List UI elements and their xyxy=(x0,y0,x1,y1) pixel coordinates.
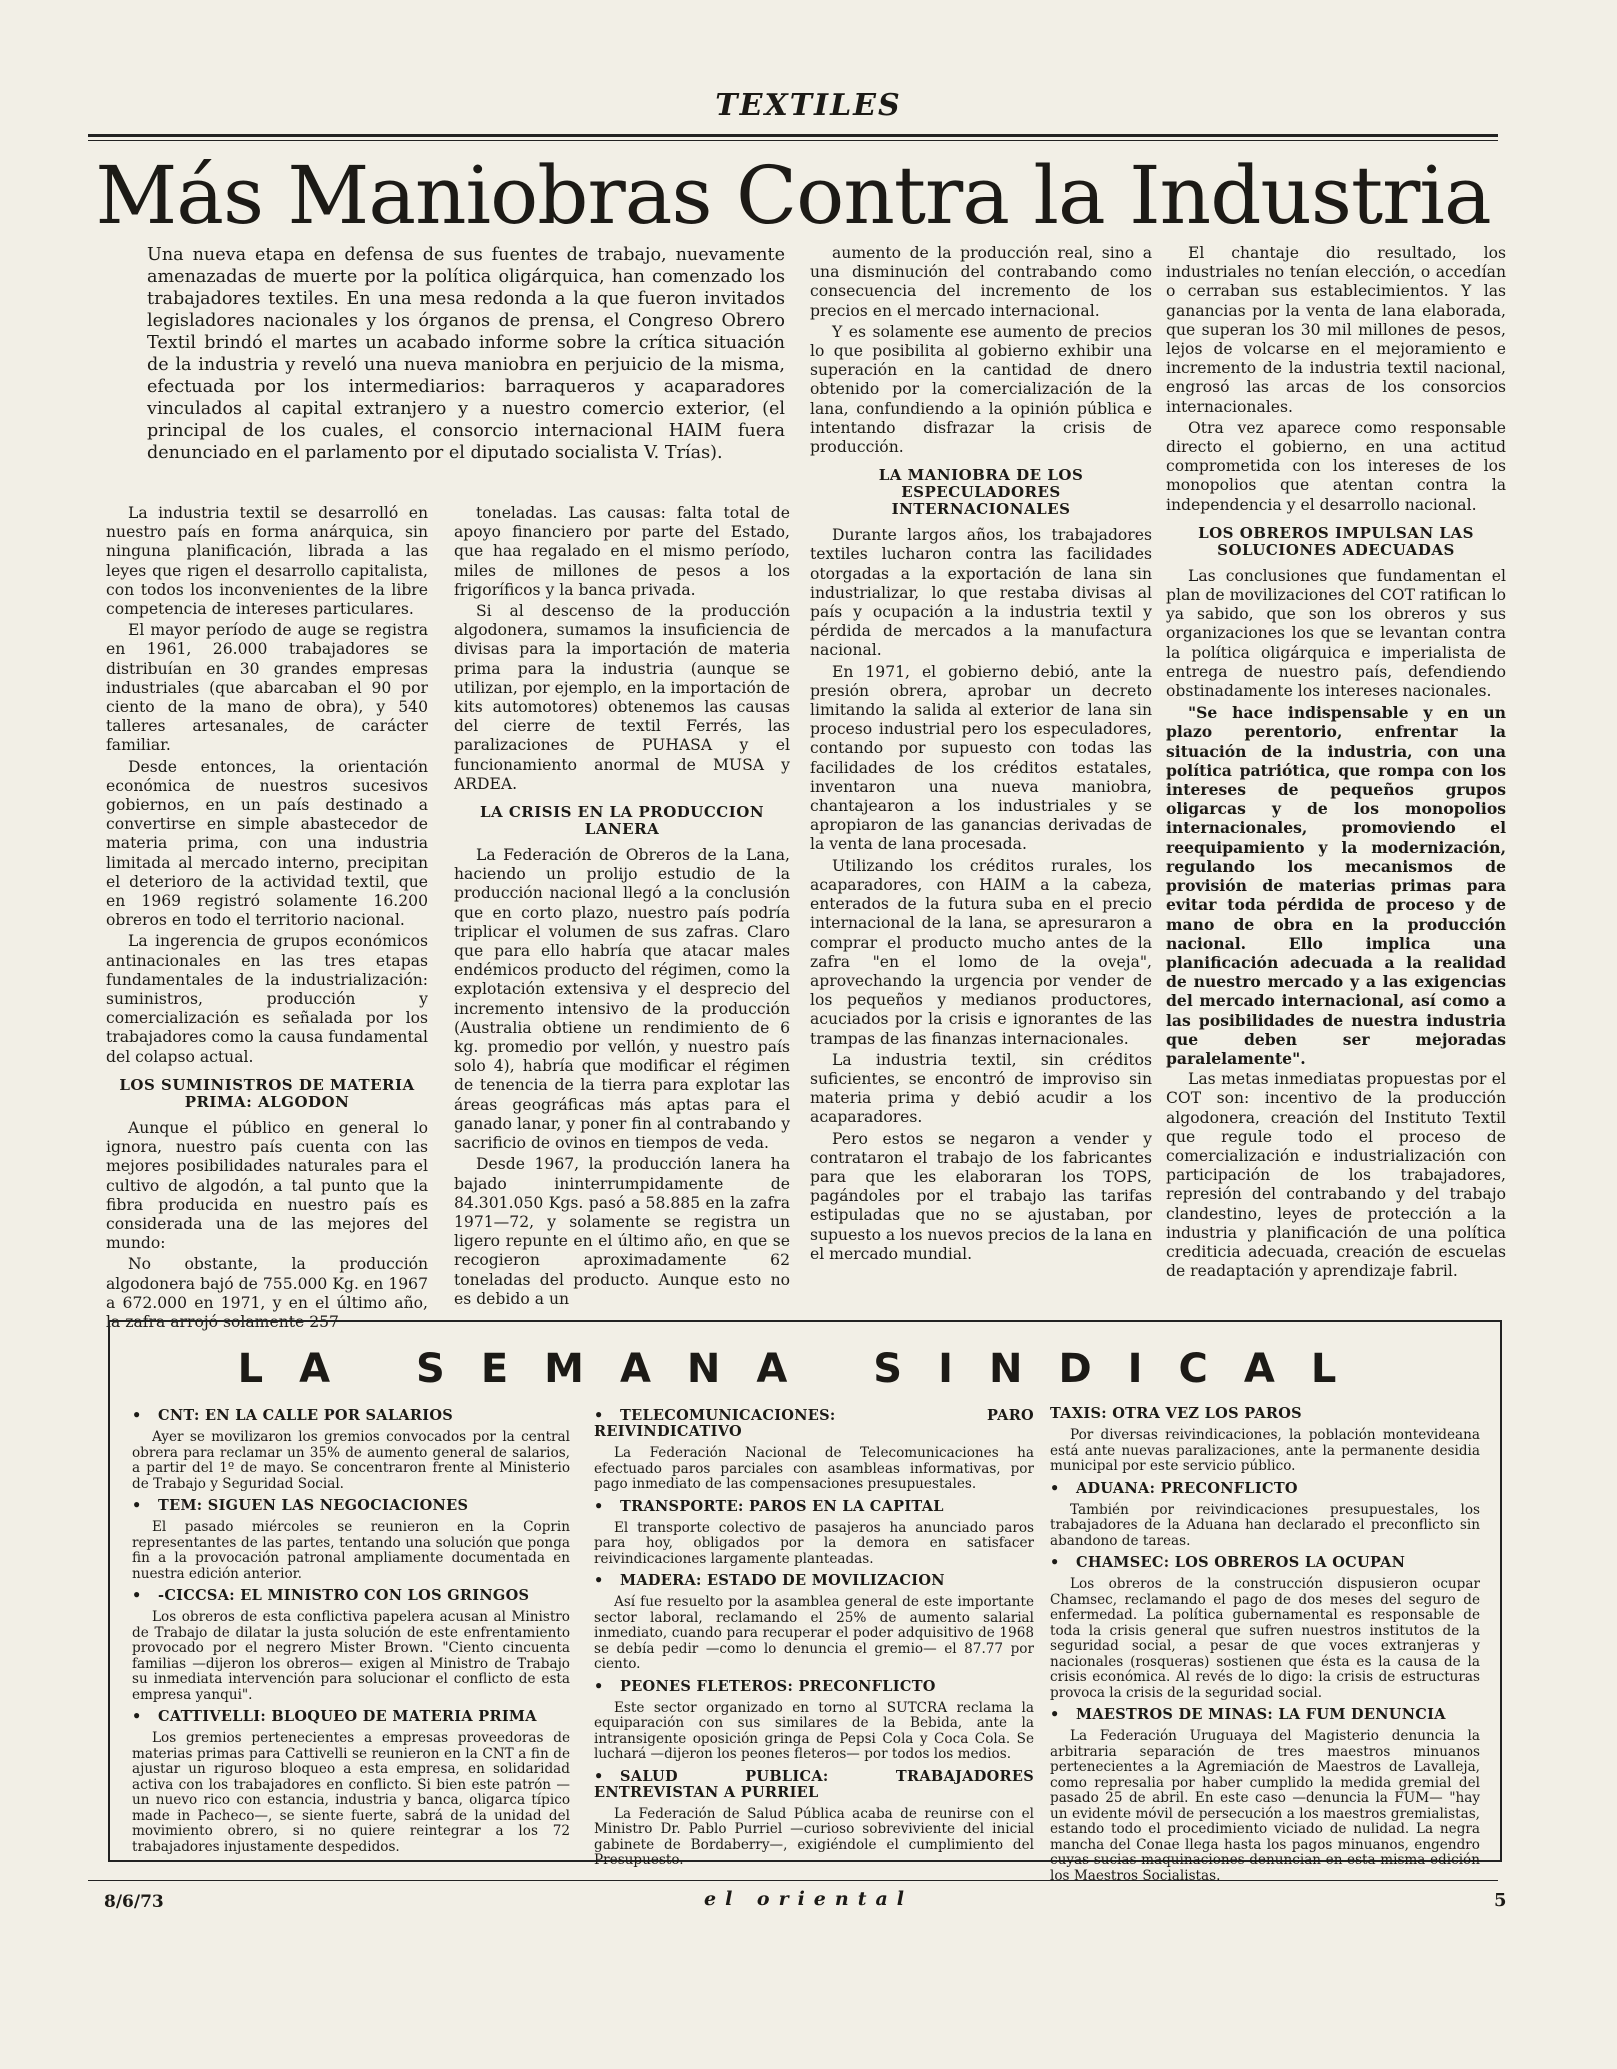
paragraph: Si al descenso de la producción algodonera, sumamos la insuficiencia de divisas para la importación de materia prima para la industria (aunque se utilizan, por ejemplo, en la importación de kits automotores) obtenemos las causas del cierre de textil Ferrés, las paralizaciones de PUHASA y el funcionamiento anormal de MUSA y ARDEA. xyxy=(454,602,790,793)
news-item-heading: • CHAMSEC: LOS OBREROS LA OCUPAN xyxy=(1050,1554,1406,1571)
lead-text: Una nueva etapa en defensa de sus fuentes de trabajo, nuevamente amenazadas de muerte por la política oligárquica, han comenzado los trabajadores textiles. En una mesa redonda a la que fueron invitados legisladores nacionales y los órganos de prensa, el Congreso Obrero Textil brindó el martes un acabado informe sobre la crítica situación de la industria y reveló una nueva maniobra en perjuicio de la misma, efectuada por los intermediarios: barraqueros y acaparadores vinculados al capital extranjero y a nuestro comercio exterior, (el principal de los cuales, el consorcio internacional HAIM fuera denunciado en el parlamento por el diputado socialista V. Trías). xyxy=(147,245,785,463)
paragraph: Aunque el público en general lo ignora, nuestro país cuenta con las mejores posibilidades naturales para el cultivo de algodón, a tal punto que la fibra producida en nuestro país es considerada una de las mejores del mundo: xyxy=(106,1118,428,1253)
bullet-icon: • xyxy=(1050,1479,1060,1497)
paragraph: Desde entonces, la orientación económica de nuestros sucesivos gobiernos, en un país destinado a convertirse en simple abastecedor de materia prima, con una industria limitada al mercado interno, precipitan el deterioro de la actividad textil, que en 1969 registró solamente 16.200 obreros en todo el territorio nacional. xyxy=(106,757,428,930)
news-item-body: Este sector organizado en torno al SUTCRA reclama la equiparación con sus similares de la Bebida, ante la intransigente oposición gringa de Pepsi Cola y Coca Cola. Se luchará —dijeron los peones fleteros— por todos los medios. xyxy=(594,1699,1034,1762)
section-label: TEXTILES xyxy=(715,88,902,123)
semana-sindical-box xyxy=(108,1320,1502,1884)
bullet-icon: • xyxy=(132,1407,142,1424)
semana-column-2 xyxy=(594,1402,1034,1875)
news-item-body: La Federación de Salud Pública acaba de reunirse con el Ministro Dr. Pablo Purriel —curioso sobreviviente del inicial gabinete de Bordaberry—, exigiéndole el cumplimiento del Presupuesto. xyxy=(594,1805,1034,1868)
subheading: LOS SUMINISTROS DE MATERIA PRIMA: ALGODON xyxy=(119,1075,415,1111)
paragraph: La Federación de Obreros de la Lana, haciendo un prolijo estudio de la producción nacional llegó a la conclusión que en corto plazo, nuestro país podría triplicar el volumen de sus zafras. Claro que para ello habría que atacar males endémicos producto del régimen, como la explotación extensiva y el desprecio del incremento intensivo de la producción (Australia obtiene un rendimiento de 6 kg. promedio por vellón, y nuestro país solo 4), habría que modificar el régimen de tenencia de la tierra para explotar las áreas geográficas más aptas para el ganado lanar, y poner fin al contrabando y sacrificio de ovinos en tiempos de veda. xyxy=(454,846,790,1153)
paragraph: La industria textil se desarrolló en nuestro país en forma anárquica, sin ninguna planificación, librada a las leyes que rigen el desarrollo capitalista, con todos los inconvenientes de la libre competencia de intereses particulares. xyxy=(106,504,428,619)
news-item-body: Así fue resuelto por la asamblea general de este importante sector laboral, reclamando el 25% de aumento salarial inmediato, cuando para recuperar el poder adquisitivo de 1968 se debía pedir —como lo denuncia el gremio— el 87.77 por ciento. xyxy=(594,1594,1034,1672)
news-item-body: Los gremios pertenecientes a empresas proveedoras de materias primas para Cattivelli se reunieron en la CNT a fin de ajustar un riguroso bloqueo a esta empresa, en solidaridad activa con los trabajadores en conflicto. Si bien este patrón —un nuevo rico con estancia, industria y banca, oligarca típico made in Pacheco—, se siente fuerte, sabrá de la unidad del movimiento obrero, si no quiere reintegrar a los 72 trabajadores injustamente despedidos. xyxy=(132,1730,570,1855)
headline: Más Maniobras Contra la Industria xyxy=(95,149,1491,242)
semana-column-1 xyxy=(132,1402,570,1861)
paragraph: La industria textil, sin créditos suficientes, se encontró de improviso sin materia prima y debió acudir a los acaparadores. xyxy=(810,1050,1152,1127)
news-item-heading: • MAESTROS DE MINAS: LA FUM DENUNCIA xyxy=(1050,1706,1446,1723)
paragraph: Las conclusiones que fundamentan el plan de movilizaciones del COT ratifican lo ya sabido, que son los obreros y sus organizaciones los que se levantan contra la política oligárquica e imperialista de entrega de nuestro país, defendiendo obstinadamente los intereses nacionales. xyxy=(1166,566,1506,701)
news-item-heading: • SALUD PUBLICA: TRABAJADORES ENTREVISTAN A PURRIEL xyxy=(594,1767,1034,1801)
paragraph: El mayor período de auge se registra en 1961, 26.000 trabajadores se distribuían en 30 grandes empresas industriales (que abarcaban el 90 por ciento de la mano de obra), y 540 talleres artesanales, de carácter familiar. xyxy=(106,621,428,755)
bullet-icon: • xyxy=(1050,1554,1060,1571)
bullet-icon: • xyxy=(594,1407,604,1424)
issue-date: 8/6/73 xyxy=(104,1892,164,1912)
publication-name: el oriental xyxy=(703,1888,914,1910)
header-rule-thin xyxy=(88,140,1498,141)
paragraph: Pero estos se negaron a vender y contrataron el trabajo de los fabricantes para que les elaboraran los TOPS, pagándoles por el trabajo las tarifas estipuladas que no se ajustaban, por supuesto a los nuevos precios de la lana en el mercado mundial. xyxy=(810,1129,1152,1263)
bullet-icon: • xyxy=(1050,1706,1060,1723)
paragraph: Utilizando los créditos rurales, los acaparadores, con HAIM a la cabeza, enterados de la futura suba en el precio internacional de la lana, se apresuraron a comprar el producto mucho antes de la zafra "en el lomo de la oveja", aprovechando la urgencia por vender de los pequeños y medianos productores, acuciados por la crisis e ignorantes de las trampas de las finanzas internacionales. xyxy=(810,856,1152,1048)
article-column-1 xyxy=(106,504,428,1334)
semana-title: LA SEMANA SINDICAL xyxy=(237,1346,1373,1392)
news-item-body: Los obreros de la construcción dispusieron ocupar Chamsec, reclamando el pago de dos meses del seguro de enfermedad. La política gubernamental es responsable de toda la crisis general que sufren nuestros institutos de la seguridad social, a pesar de que voces extranjeras y nacionales (rosqueras) sostienen que ésta es la causa de la crisis económica. Al revés de lo digo: la crisis de estructuras provoca la crisis de la seguridad social. xyxy=(1050,1576,1480,1701)
news-item-body: Los obreros de esta conflictiva papelera acusan al Ministro de Trabajo de dilatar la justa solución de este enfrentamiento provocado por el negrero Mister Brown. "Ciento cincuenta familias —dijeron los obreros— exigen al Ministro de Trabajo su inmediata intervención para solucionar el conflicto de esta empresa yanqui". xyxy=(132,1609,570,1703)
news-item-body: La Federación Uruguaya del Magisterio denuncia la arbitraria separación de tres maestros minuanos pertenecientes a la Agremiación de Maestros de Lavalleja, como represalia por haber cumplido la medida gremial del pasado 25 de abril. En este caso —denuncia la FUM— "hay un evidente móvil de persecución a los maestros gremialistas, estando todo el procedimiento viciado de nulidad. La negra mancha del Conae llega hasta los pagos minuanos, engendro cuyas sucias maquinaciones denuncian en esta misma edición los Maestros Socialistas. xyxy=(1050,1728,1480,1884)
bullet-icon: • xyxy=(132,1587,142,1604)
subheading: LA MANIOBRA DE LOS ESPECULADORES INTERNACIONALES xyxy=(878,466,1084,519)
news-item-body: El transporte colectivo de pasajeros ha anunciado paros para hoy, obligados por la demora en satisfacer reivindicaciones largamente planteadas. xyxy=(594,1519,1034,1567)
news-item-body: El pasado miércoles se reunieron en la Coprin representantes de las partes, tentando una solución que ponga fin a la provocación patronal ampliamente documentada en nuestra edición anterior. xyxy=(132,1519,570,1582)
subheading: LOS OBREROS IMPULSAN LAS SOLUCIONES ADECUADAS xyxy=(1198,523,1474,559)
article-column-3 xyxy=(810,244,1152,1266)
paragraph: toneladas. Las causas: falta total de apoyo financiero por parte del Estado, que haa regalado en el mismo período, miles de millones de pesos a los frigoríficos y la banca privada. xyxy=(454,504,790,599)
paragraph: Otra vez aparece como responsable directo el gobierno, en una actitud comprometida con los intereses de los monopolios que atentan contra la independencia y el desarrollo nacional. xyxy=(1166,418,1506,514)
paragraph: El chantaje dio resultado, los industriales no tenían elección, o accedían o cerraban sus establecimientos. Y las ganancias por la venta de lana elaborada, que superan los 30 mil millones de pesos, lejos de volcarse en el mejoramiento e incremento de la industria textil nacional, engrosó las arcas de los consorcios internacionales. xyxy=(1166,244,1506,416)
news-item-body: Ayer se movilizaron los gremios convocados por la central obrera para reclamar un 35% de aumento general de salarios, a partir del 1º de mayo. Se concentraron frente al Ministerio de Trabajo y Seguridad Social. xyxy=(132,1429,570,1492)
news-item-heading: TAXIS: OTRA VEZ LOS PAROS xyxy=(1050,1405,1302,1422)
news-item-heading: • CNT: EN LA CALLE POR SALARIOS xyxy=(132,1407,454,1424)
news-item-heading: • PEONES FLETEROS: PRECONFLICTO xyxy=(594,1677,936,1695)
page-number: 5 xyxy=(1494,1890,1507,1911)
bullet-icon: • xyxy=(132,1497,142,1514)
paragraph: aumento de la producción real, sino a una disminución del contrabando como consecuencia del incremento de los precios en el mercado internacional. xyxy=(810,244,1152,320)
news-item-heading: • ADUANA: PRECONFLICTO xyxy=(1050,1479,1298,1497)
paragraph: Las metas inmediatas propuestas por el COT son: incentivo de la producción algodonera, creación del Instituto Textil que regule todo el proceso de comercialización e industrialización con participación de los trabajadores, represión del contrabando y del trabajo clandestino, leyes de protección a la industria y planificación de una política crediticia adecuada, creación de escuelas de readaptación y aprendizaje fabril. xyxy=(1166,1070,1506,1281)
bullet-icon: • xyxy=(594,1497,604,1515)
news-item-heading: • MADERA: ESTADO DE MOVILIZACION xyxy=(594,1572,945,1589)
quote-paragraph: "Se hace indispensable y en un plazo perentorio, enfrentar la situación de la industria, con una política patriótica, que rompa con los intereses de pequeños grupos oligarcas y de los monopolios internacionales, promoviendo el reequipamiento y la modernización, regulando los mecanismos de provisión de materias primas para evitar toda pérdida de proceso y de mano de obra en la producción nacional. Ello implica una planificación adecuada a la realidad de nuestro mercado y a las exigencias del mercado internacional, así como a las posibilidades de nuestra industria que deben ser mejoradas paralelamente". xyxy=(1166,703,1506,1068)
subheading: LA CRISIS EN LA PRODUCCION LANERA xyxy=(479,803,765,839)
paragraph: Y es solamente ese aumento de precios lo que posibilita al gobierno exhibir una superación en la cantidad de dnero obtenido por la comercialización de la lana, confundiendo a la opinión pública e intentando disfrazar la crisis de producción. xyxy=(810,322,1152,457)
bullet-icon: • xyxy=(132,1708,142,1725)
news-item-body: También por reivindicaciones presupuestales, los trabajadores de la Aduana han declarado el preconflicto sin abandono de tareas. xyxy=(1050,1501,1480,1549)
lead-paragraph xyxy=(147,244,785,466)
bullet-icon: • xyxy=(594,1677,604,1695)
news-item-body: Por diversas reivindicaciones, la población montevideana está ante nuevas paralizaciones, ante la permanente desidia municipal por este servicio público. xyxy=(1050,1427,1480,1474)
article-column-4 xyxy=(1166,244,1506,1283)
paragraph: Desde 1967, la producción lanera ha bajado ininterrumpidamente de 84.301.050 Kgs. pasó a 58.885 en la zafra 1971—72, y solamente se registra un ligero repunte en el último año, en que se recogieron aproximadamente 62 toneladas del producto. Aunque esto no es debido a un xyxy=(454,1155,790,1308)
paragraph: La ingerencia de grupos económicos antinacionales en las tres etapas fundamentales de la industrialización: suministros, producción y comercialización es señalada por los trabajadores como la causa fundamental del colapso actual. xyxy=(106,932,429,1066)
footer-rule xyxy=(88,1880,1498,1881)
paragraph: Durante largos años, los trabajadores textiles lucharon contra las facilidades otorgadas a la exportación de lana sin industrializar, lo que restaba divisas al país y ocupación a la industria textil y pérdida de mercados a la manufactura nacional. xyxy=(810,526,1152,660)
news-item-heading: • -CICCSA: EL MINISTRO CON LOS GRINGOS xyxy=(132,1587,530,1604)
semana-column-3 xyxy=(1050,1400,1480,1890)
news-item-body: La Federación Nacional de Telecomunicaciones ha efectuado paros parciales con asambleas informativas, por pago inmediato de las compensaciones presupuestales. xyxy=(594,1445,1034,1492)
paragraph: En 1971, el gobierno debió, ante la presión obrera, aprobar un decreto limitando la salida al exterior de lana sin proceso industrial pero los especuladores, contando por supuesto con todas las facilidades de los créditos estatales, inventaron una nueva maniobra, chantajearon a los industriales y se apropiaron de las ganancias derivadas de la venta de lana procesada. xyxy=(810,662,1152,854)
bullet-icon: • xyxy=(594,1767,604,1785)
paragraph: No obstante, la producción algodonera bajó de 755.000 Kg. en 1967 a 672.000 en 1971, y en el último año, la zafra arrojó solamente 257 xyxy=(106,1255,428,1331)
news-item-heading: • TEM: SIGUEN LAS NEGOCIACIONES xyxy=(132,1497,469,1514)
news-item-heading: • TELECOMUNICACIONES: PARO REIVINDICATIVO xyxy=(594,1407,1034,1440)
news-item-heading: • CATTIVELLI: BLOQUEO DE MATERIA PRIMA xyxy=(132,1708,537,1725)
bullet-icon: • xyxy=(594,1572,604,1589)
news-item-heading: • TRANSPORTE: PAROS EN LA CAPITAL xyxy=(594,1497,944,1515)
article-column-2 xyxy=(454,504,790,1311)
header-rule xyxy=(88,134,1498,137)
